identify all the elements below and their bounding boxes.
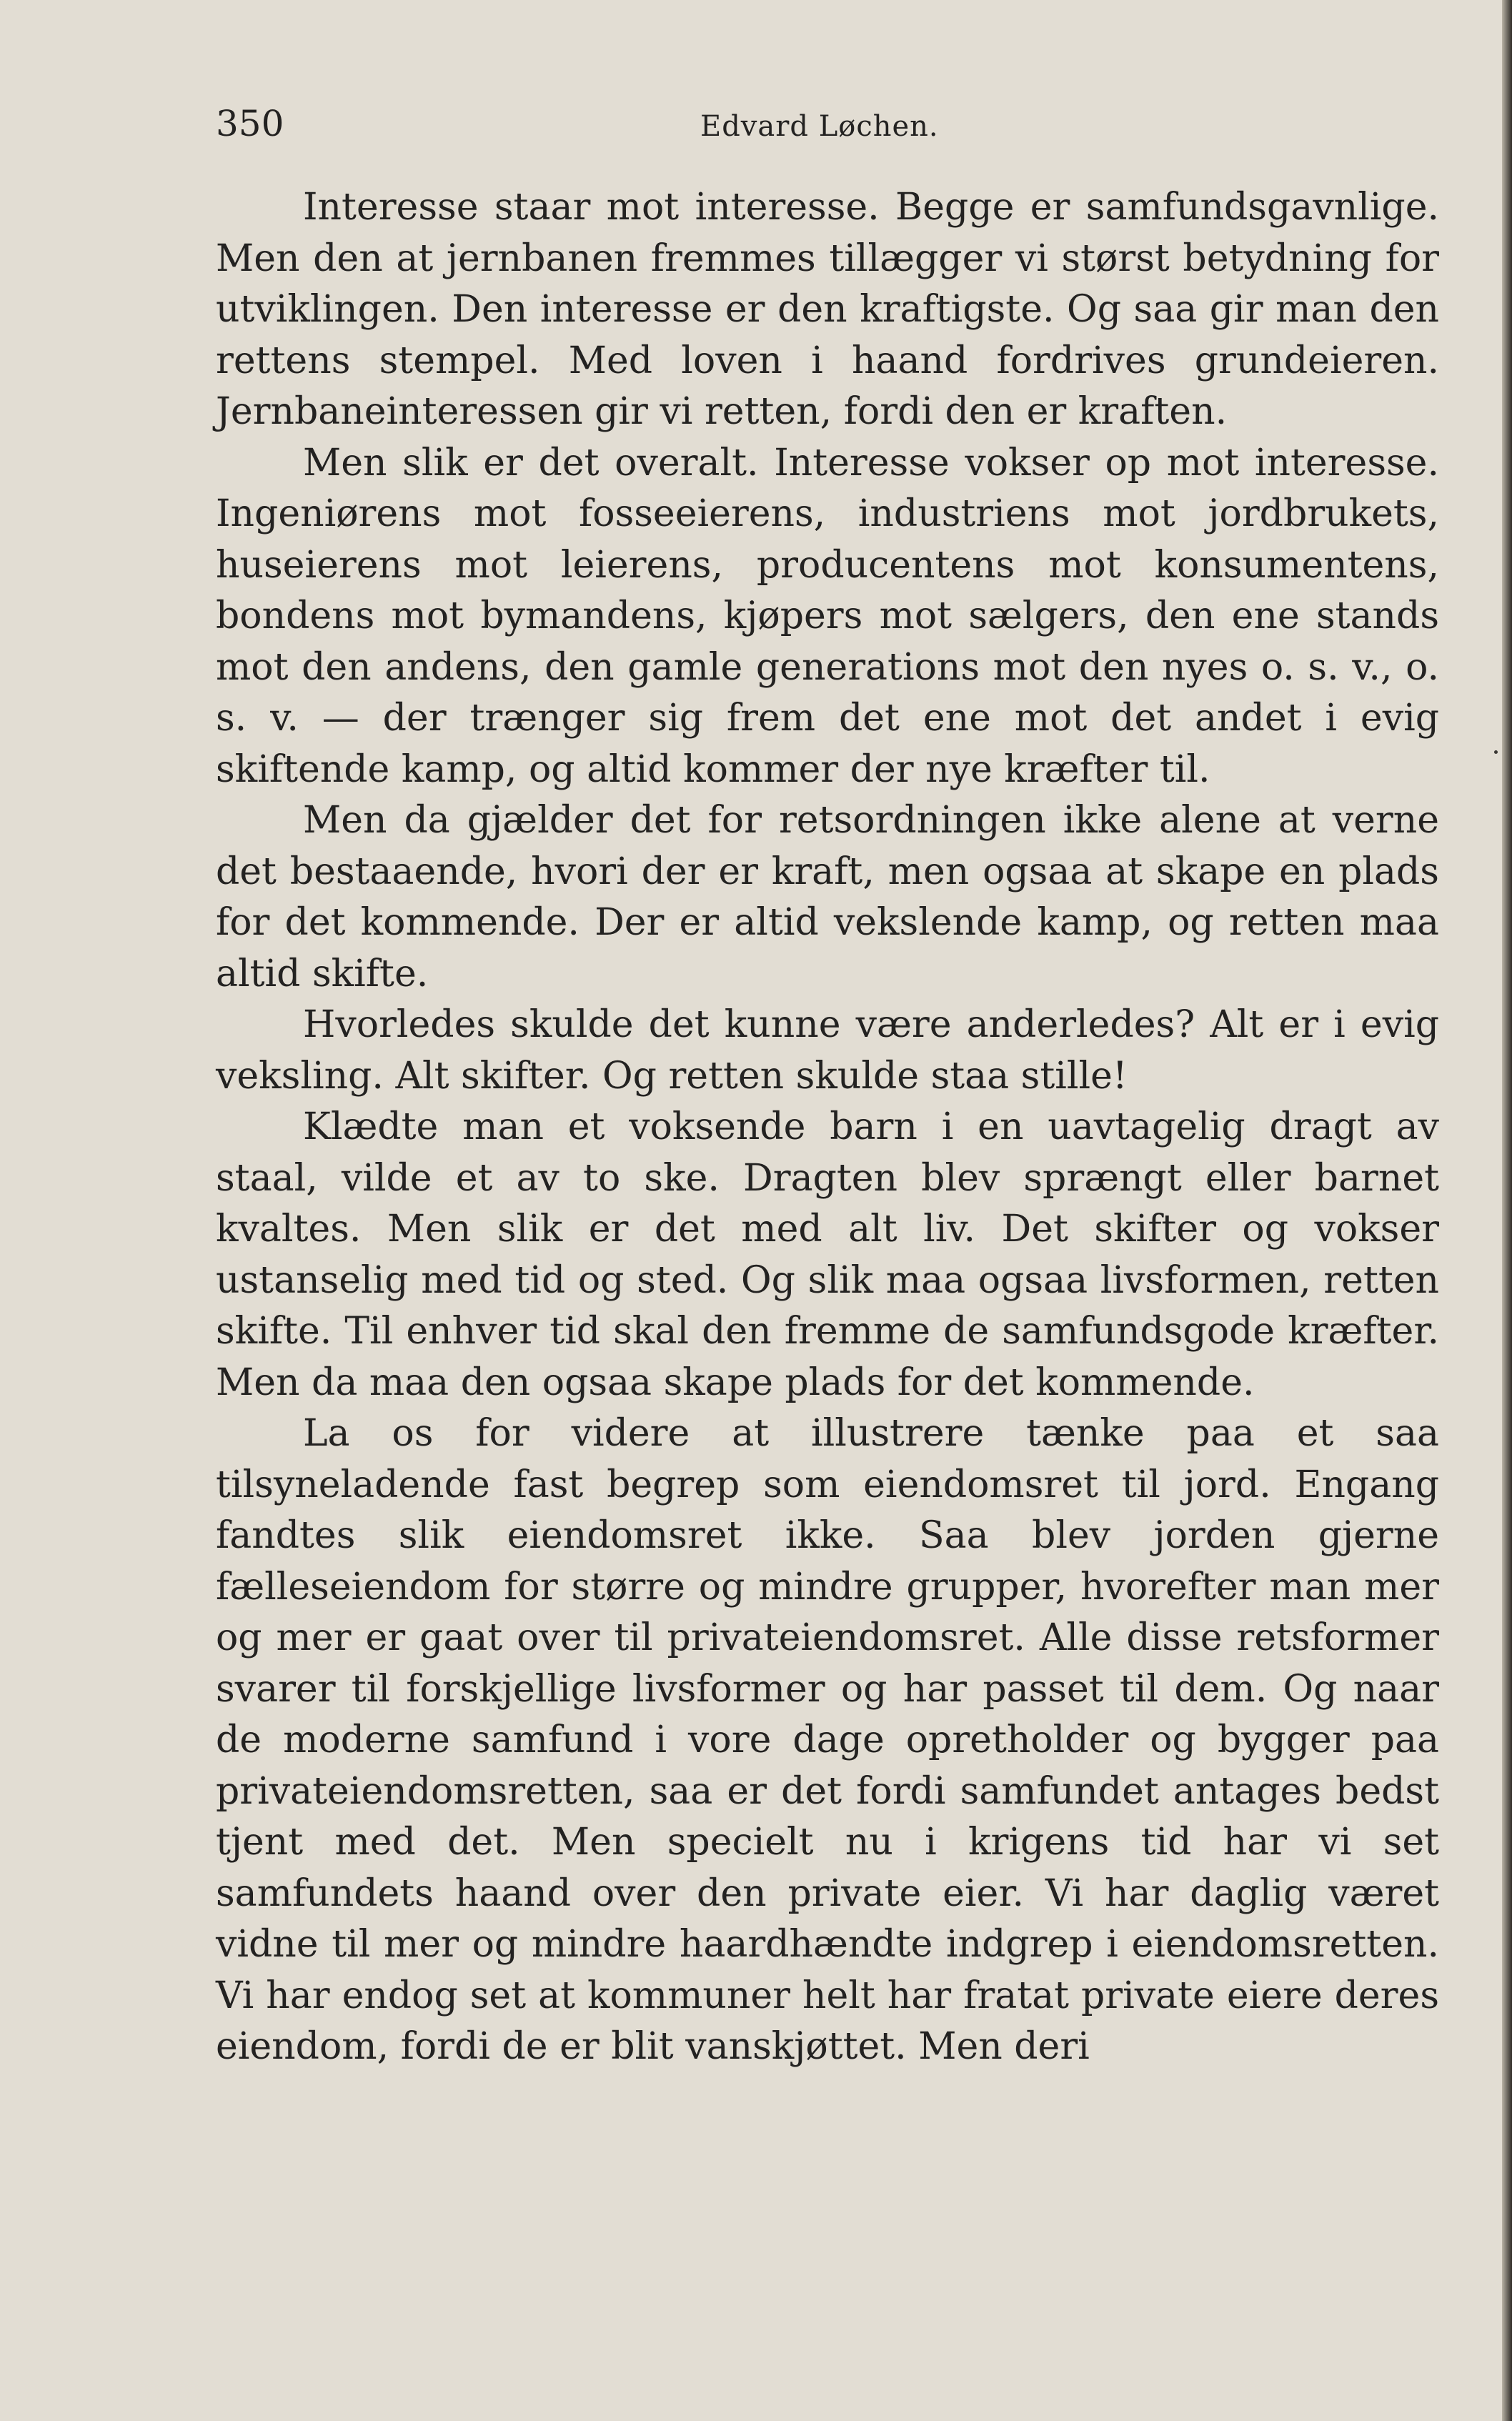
paragraph-5: Klædte man et voksende barn i en uavtagelig dragt av staal, vilde et av to ske. Dragten blev sprængt eller barnet kvaltes. Men slik er det med alt liv. Det skifter og vokser ustanselig med tid og sted. Og slik maa ogsaa livsformen, retten skifte. Til enhver tid skal den fremme de samfundsgode kræfter. Men da maa den ogsaa skape plads for det kommende. xyxy=(216,1105,1439,1404)
margin-speck xyxy=(1494,750,1498,754)
running-title: Edvard Løchen. xyxy=(700,110,939,143)
paragraph-3: Men da gjælder det for retsordningen ikke alene at verne det bestaaende, hvori der er kraft, men ogsaa at skape en plads for det kommende. Der er altid vekslende kamp, og retten maa altid skifte. xyxy=(216,799,1439,995)
page-edge-shadow xyxy=(1502,0,1512,2421)
paragraph-1: Interesse staar mot interesse. Begge er samfundsgavnlige. Men den at jernbanen fremmes tillægger vi størst betydning for utviklingen. Den interesse er den kraftigste. Og saa gir man den rettens stempel. Med loven i haand fordrives grundeieren. Jernbaneinteressen gir vi retten, fordi den er kraften. xyxy=(216,186,1439,433)
page-number: 350 xyxy=(216,103,284,144)
paragraph-6: La os for videre at illustrere tænke paa et saa tilsyneladende fast begrep som eiendomsret til jord. Engang fandtes slik eiendomsret ikke. Saa blev jorden gjerne fælleseiendom for større og mindre grupper, hvorefter man mer og mer er gaat over til privateiendomsret. Alle disse retsformer svarer til forskjellige livsformer og har passet til dem. Og naar de moderne samfund i vore dage opretholder og bygger paa privateiendomsretten, saa er det fordi samfundet antages bedst tjent med det. Men specielt nu i krigens tid har vi set samfundets haand over den private eier. Vi har daglig været vidne til mer og mindre haardhændte indgrep i eiendomsretten. Vi har endog set at kommuner helt har fratat private eiere deres eiendom, fordi de er blit vanskjøttet. Men deri xyxy=(216,1412,1439,2068)
body-text xyxy=(216,182,1439,2073)
running-head xyxy=(216,99,1439,149)
paragraph-2: Men slik er det overalt. Interesse vokser op mot interesse. Ingeniørens mot fosseeierens, industriens mot jordbrukets, huseierens mot leierens, producentens mot konsumentens, bondens mot bymandens, kjøpers mot sælgers, den ene stands mot den andens, den gamle generations mot den nyes o. s. v., o. s. v. — der trænger sig frem det ene mot det andet i evig skiftende kamp, og altid kommer der nye kræfter til. xyxy=(216,441,1439,791)
paragraph-4: Hvorledes skulde det kunne være anderledes? Alt er i evig veksling. Alt skifter. Og retten skulde staa stille! xyxy=(216,1003,1439,1098)
